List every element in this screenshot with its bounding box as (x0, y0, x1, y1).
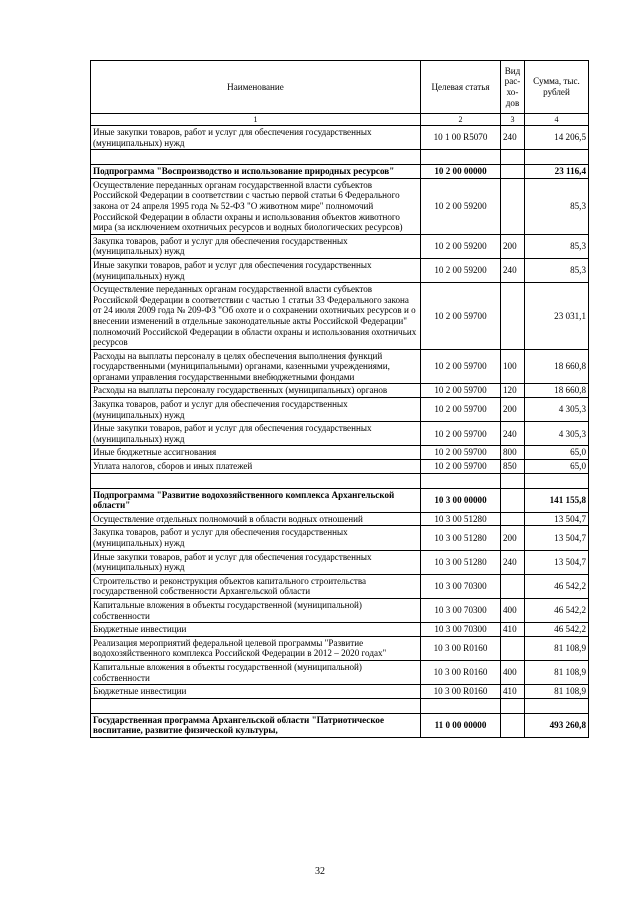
table-row (91, 685, 589, 699)
cell-name: Государственная программа Архангельской области "Патриотическое воспитание, развитие физической культуры, (91, 713, 421, 737)
cell-sum: 23 031,1 (525, 283, 589, 350)
cell-sum: 13 504,7 (525, 526, 589, 550)
cell-target-article: 10 2 00 59700 (421, 446, 501, 460)
table-row (91, 234, 589, 258)
cell-expense-type (501, 488, 525, 512)
spacer-cell (525, 698, 589, 713)
spacer-cell (501, 473, 525, 488)
cell-name: Капитальные вложения в объекты государственной (муниципальной) собственности (91, 598, 421, 622)
table-row (91, 398, 589, 422)
table-row (91, 598, 589, 622)
table-row (91, 422, 589, 446)
cell-expense-type: 850 (501, 460, 525, 474)
cell-expense-type: 240 (501, 422, 525, 446)
cell-sum: 85,3 (525, 234, 589, 258)
cell-target-article: 10 2 00 59700 (421, 398, 501, 422)
table-header-row (91, 61, 589, 114)
column-number-4: 4 (525, 114, 589, 126)
page-number: 32 (315, 866, 325, 877)
cell-target-article: 10 3 00 R0160 (421, 660, 501, 684)
cell-expense-type: 400 (501, 660, 525, 684)
cell-name: Реализация мероприятий федеральной целевой программы "Развитие водохозяйственного комплекса Российской Федерации в 2012 – 2020 годах" (91, 636, 421, 660)
cell-target-article: 10 3 00 R0160 (421, 685, 501, 699)
cell-name: Закупка товаров, работ и услуг для обеспечения государственных (муниципальных) нужд (91, 526, 421, 550)
spacer-cell (91, 473, 421, 488)
cell-target-article: 10 3 00 00000 (421, 488, 501, 512)
cell-sum: 4 305,3 (525, 398, 589, 422)
cell-name: Бюджетные инвестиции (91, 623, 421, 637)
table-row (91, 526, 589, 550)
header-expense-type: Вид рас- хо- дов (501, 61, 525, 114)
cell-expense-type: 800 (501, 446, 525, 460)
cell-sum: 23 116,4 (525, 165, 589, 179)
header-name: Наименование (91, 61, 421, 114)
cell-sum: 65,0 (525, 446, 589, 460)
spacer-cell (421, 698, 501, 713)
cell-expense-type (501, 512, 525, 526)
cell-target-article: 10 1 00 R5070 (421, 126, 501, 150)
cell-name: Иные бюджетные ассигнования (91, 446, 421, 460)
cell-name: Подпрограмма "Воспроизводство и использование природных ресурсов" (91, 165, 421, 179)
cell-sum: 85,3 (525, 258, 589, 282)
cell-name: Капитальные вложения в объекты государственной (муниципальной) собственности (91, 660, 421, 684)
spacer-row (91, 473, 589, 488)
table-row (91, 126, 589, 150)
cell-name: Бюджетные инвестиции (91, 685, 421, 699)
cell-name: Осуществление отдельных полномочий в области водных отношений (91, 512, 421, 526)
cell-sum: 18 660,8 (525, 384, 589, 398)
cell-target-article: 10 3 00 51280 (421, 512, 501, 526)
cell-name: Расходы на выплаты персоналу в целях обеспечения выполнения функций государственными (муниципальными) органами, казенными учреждениями, органами управления государственными внебюджетными фондами (91, 349, 421, 384)
cell-name: Иные закупки товаров, работ и услуг для обеспечения государственных (муниципальных) нужд (91, 126, 421, 150)
cell-expense-type: 240 (501, 258, 525, 282)
table-row (91, 623, 589, 637)
cell-target-article: 10 3 00 51280 (421, 550, 501, 574)
cell-sum: 46 542,2 (525, 574, 589, 598)
cell-sum: 81 108,9 (525, 636, 589, 660)
header-target-article: Целевая статья (421, 61, 501, 114)
cell-expense-type: 200 (501, 526, 525, 550)
cell-name: Расходы на выплаты персоналу государственных (муниципальных) органов (91, 384, 421, 398)
cell-expense-type: 400 (501, 598, 525, 622)
column-number-2: 2 (421, 114, 501, 126)
cell-name: Уплата налогов, сборов и иных платежей (91, 460, 421, 474)
cell-sum: 14 206,5 (525, 126, 589, 150)
column-numbers-row (91, 114, 589, 126)
spacer-row (91, 150, 589, 165)
cell-target-article: 10 2 00 59200 (421, 234, 501, 258)
cell-expense-type: 410 (501, 623, 525, 637)
table-row (91, 283, 589, 350)
cell-sum: 13 504,7 (525, 550, 589, 574)
cell-name: Осуществление переданных органам государственной власти субъектов Российской Федерации в соответствии с частью первой статьи 6 Федерального закона от 24 апреля 1995 года № 52-ФЗ "О животном мире" полномочий Российской Федерации в области охраны и использования объектов животного мира (за исключением охотничьих ресурсов и водных биологических ресурсов) (91, 178, 421, 234)
column-number-1: 1 (91, 114, 421, 126)
cell-expense-type: 100 (501, 349, 525, 384)
cell-target-article: 10 3 00 R0160 (421, 636, 501, 660)
table-row (91, 660, 589, 684)
spacer-cell (421, 473, 501, 488)
table-row (91, 178, 589, 234)
cell-name: Закупка товаров, работ и услуг для обеспечения государственных (муниципальных) нужд (91, 398, 421, 422)
cell-expense-type: 200 (501, 234, 525, 258)
spacer-cell (525, 473, 589, 488)
cell-name: Осуществление переданных органам государственной власти субъектов Российской Федерации в соответствии с частью 1 статьи 33 Федерального закона от 24 июля 2009 года № 209-ФЗ "Об охоте и о сохранении охотничьих ресурсов и о внесении изменений в отдельные законодательные акты Российской Федерации" полномочий Российской Федерации в области охраны и использования охотничьих ресурсов (91, 283, 421, 350)
cell-target-article: 10 2 00 59700 (421, 384, 501, 398)
table-row (91, 460, 589, 474)
cell-target-article: 10 2 00 59700 (421, 422, 501, 446)
cell-target-article: 10 3 00 70300 (421, 574, 501, 598)
cell-name: Строительство и реконструкция объектов капитального строительства государственной собственности Архангельской области (91, 574, 421, 598)
cell-target-article: 10 3 00 70300 (421, 623, 501, 637)
cell-expense-type (501, 178, 525, 234)
cell-sum: 141 155,8 (525, 488, 589, 512)
table-row (91, 349, 589, 384)
table-row (91, 512, 589, 526)
spacer-cell (501, 150, 525, 165)
program-row (91, 165, 589, 179)
spacer-cell (525, 150, 589, 165)
table-row (91, 550, 589, 574)
spacer-row (91, 698, 589, 713)
cell-sum: 18 660,8 (525, 349, 589, 384)
cell-sum: 13 504,7 (525, 512, 589, 526)
table-body (91, 126, 589, 738)
cell-name: Иные закупки товаров, работ и услуг для обеспечения государственных (муниципальных) нужд (91, 422, 421, 446)
cell-expense-type: 240 (501, 550, 525, 574)
cell-name: Иные закупки товаров, работ и услуг для обеспечения государственных (муниципальных) нужд (91, 258, 421, 282)
cell-expense-type: 410 (501, 685, 525, 699)
spacer-cell (421, 150, 501, 165)
cell-sum: 65,0 (525, 460, 589, 474)
cell-expense-type (501, 574, 525, 598)
cell-sum: 46 542,2 (525, 598, 589, 622)
cell-sum: 81 108,9 (525, 685, 589, 699)
cell-target-article: 10 2 00 59700 (421, 283, 501, 350)
cell-name: Подпрограмма "Развитие водохозяйственного комплекса Архангельской области" (91, 488, 421, 512)
table-row (91, 636, 589, 660)
spacer-cell (91, 698, 421, 713)
cell-sum: 493 260,8 (525, 713, 589, 737)
cell-expense-type: 200 (501, 398, 525, 422)
cell-sum: 46 542,2 (525, 623, 589, 637)
table-row (91, 574, 589, 598)
cell-expense-type (501, 283, 525, 350)
cell-expense-type (501, 713, 525, 737)
cell-target-article: 10 2 00 59200 (421, 258, 501, 282)
spacer-cell (501, 698, 525, 713)
cell-expense-type: 120 (501, 384, 525, 398)
cell-target-article: 11 0 00 00000 (421, 713, 501, 737)
spacer-cell (91, 150, 421, 165)
cell-sum: 85,3 (525, 178, 589, 234)
cell-expense-type: 240 (501, 126, 525, 150)
column-number-3: 3 (501, 114, 525, 126)
table-row (91, 384, 589, 398)
cell-sum: 81 108,9 (525, 660, 589, 684)
program-row (91, 488, 589, 512)
table-row (91, 446, 589, 460)
program-row (91, 713, 589, 737)
cell-name: Закупка товаров, работ и услуг для обеспечения государственных (муниципальных) нужд (91, 234, 421, 258)
cell-target-article: 10 2 00 59700 (421, 349, 501, 384)
cell-sum: 4 305,3 (525, 422, 589, 446)
cell-target-article: 10 3 00 51280 (421, 526, 501, 550)
cell-target-article: 10 2 00 59200 (421, 178, 501, 234)
budget-table (90, 60, 589, 738)
cell-target-article: 10 3 00 70300 (421, 598, 501, 622)
cell-expense-type (501, 636, 525, 660)
cell-target-article: 10 2 00 00000 (421, 165, 501, 179)
table-row (91, 258, 589, 282)
cell-expense-type (501, 165, 525, 179)
header-sum: Сумма, тыс. рублей (525, 61, 589, 114)
cell-target-article: 10 2 00 59700 (421, 460, 501, 474)
cell-name: Иные закупки товаров, работ и услуг для обеспечения государственных (муниципальных) нужд (91, 550, 421, 574)
